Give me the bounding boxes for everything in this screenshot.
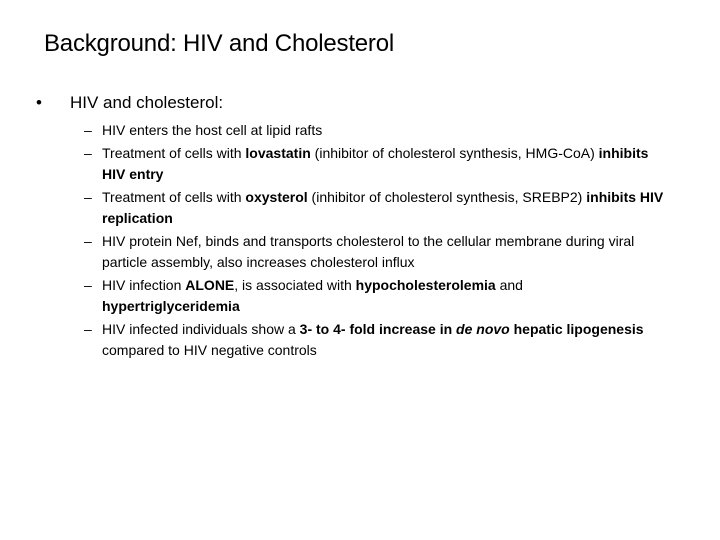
text-run: HIV infection	[102, 277, 186, 293]
text-run: compared to HIV negative controls	[102, 342, 317, 358]
text-run: ALONE	[185, 277, 235, 293]
text-run: hypocholesterolemia	[355, 277, 496, 293]
main-bullet-text: HIV and cholesterol:	[70, 93, 224, 112]
sub-bullet-marker: –	[84, 189, 92, 205]
sub-bullet-item	[84, 120, 664, 141]
sub-bullet-item	[84, 319, 664, 361]
text-run: de novo	[456, 321, 510, 337]
text-run: Treatment of cells with	[102, 189, 246, 205]
text-run: HIV protein Nef, binds and transports cholesterol to the cellular membrane during viral particle assembly, also increases cholesterol influx	[102, 233, 635, 270]
sub-bullet-item	[84, 143, 664, 185]
text-run: 3- to 4- fold increase in	[299, 321, 457, 337]
sub-bullet-list	[84, 120, 664, 363]
sub-bullet-item	[84, 275, 664, 317]
sub-bullet-text	[102, 189, 663, 226]
text-run: HIV enters the host cell at lipid rafts	[102, 122, 323, 138]
sub-bullet-marker: –	[84, 321, 92, 337]
sub-bullet-text	[102, 145, 648, 182]
text-run: , is associated with	[234, 277, 356, 293]
sub-bullet-item	[84, 187, 664, 229]
text-run: (inhibitor of cholesterol synthesis, HMG-CoA)	[310, 145, 599, 161]
sub-bullet-text	[102, 321, 644, 358]
sub-bullet-text	[102, 233, 634, 270]
text-run: inhibits HIV replication	[102, 189, 664, 226]
sub-bullet-marker: –	[84, 145, 92, 161]
text-run: Treatment of cells with	[102, 145, 246, 161]
text-run: HIV infected individuals show a	[102, 321, 300, 337]
text-run: hepatic lipogenesis	[509, 321, 644, 337]
text-run: (inhibitor of cholesterol synthesis, SREBP2)	[307, 189, 587, 205]
sub-bullet-text	[102, 277, 523, 314]
bullet-marker: •	[36, 93, 42, 112]
text-run: oxysterol	[245, 189, 308, 205]
text-run: lovastatin	[245, 145, 311, 161]
sub-bullet-text	[102, 122, 322, 138]
sub-bullet-marker: –	[84, 122, 92, 138]
text-run: inhibits HIV entry	[102, 145, 649, 182]
slide-title: Background: HIV and Cholesterol	[44, 30, 395, 57]
sub-bullet-marker: –	[84, 233, 92, 249]
text-run: and	[495, 277, 523, 293]
sub-bullet-marker: –	[84, 277, 92, 293]
sub-bullet-item	[84, 231, 664, 273]
main-bullet	[36, 92, 223, 114]
text-run: hypertriglyceridemia	[102, 298, 240, 314]
